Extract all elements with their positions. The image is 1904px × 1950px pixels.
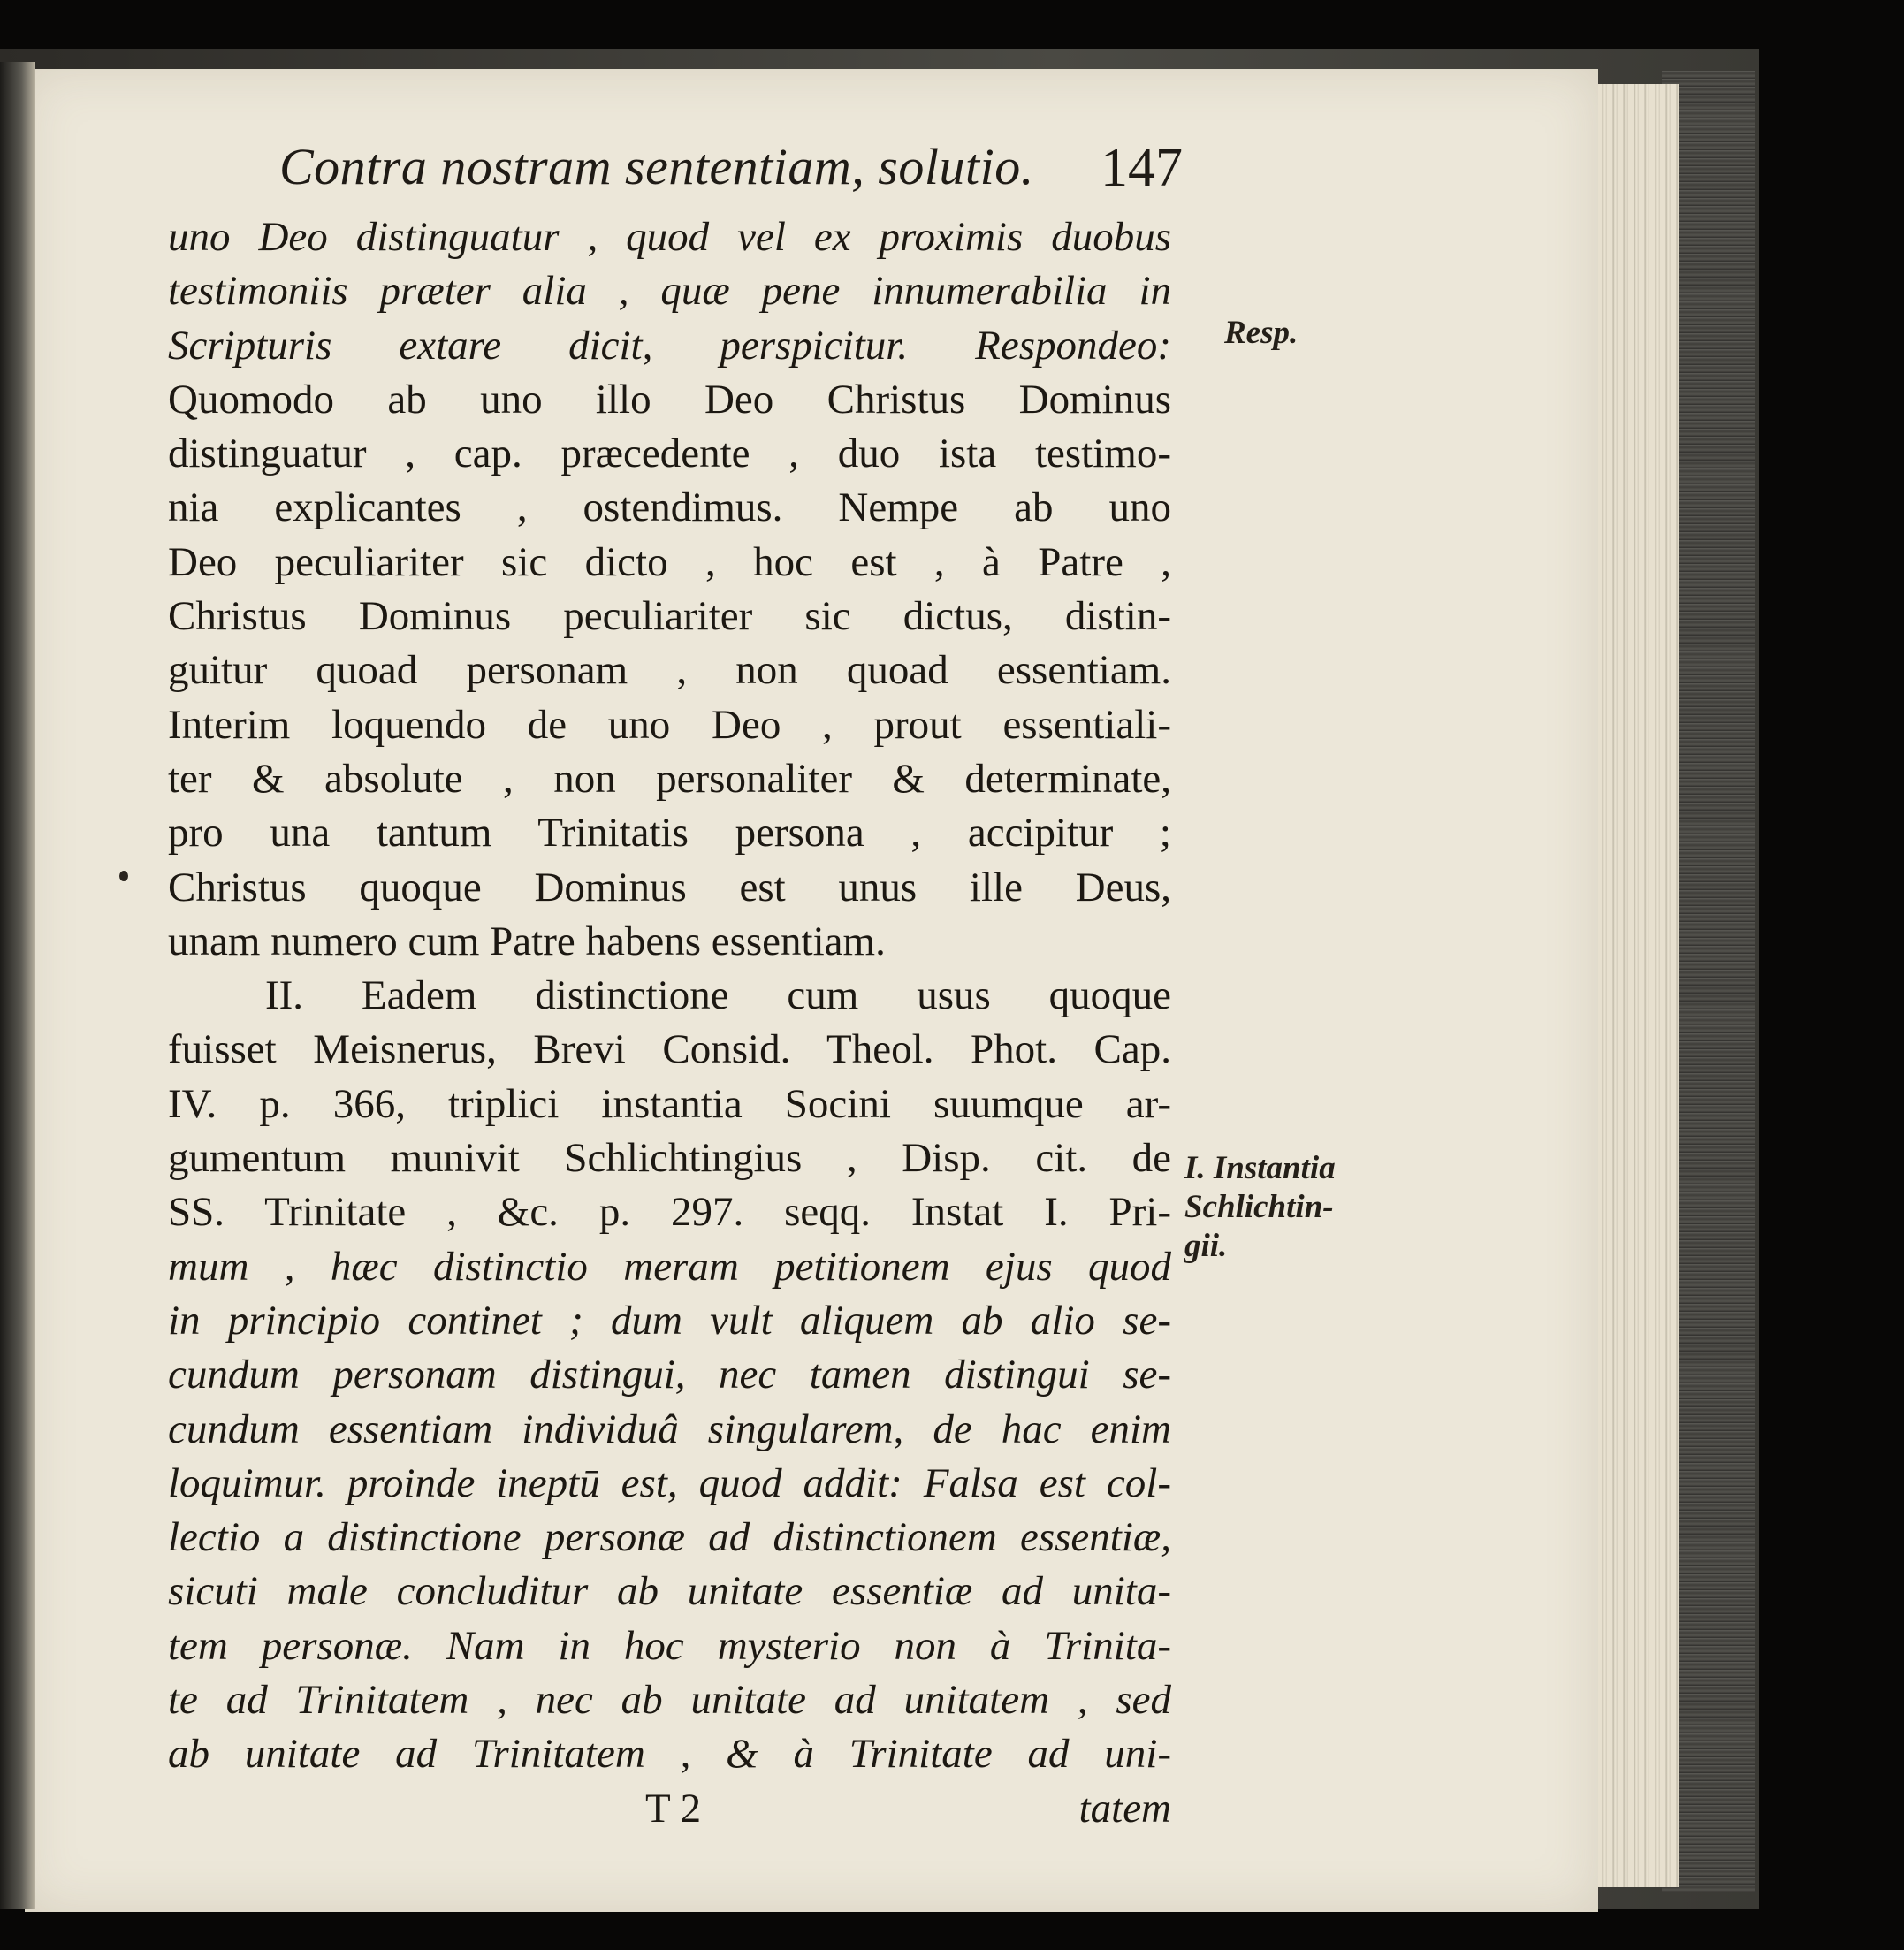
text-line: loquimur. proinde ineptū est, quod addit: Falsa est col- [168,1459,1171,1506]
catchword: tatem [1078,1785,1171,1832]
text-line: in principio continet ; dum vult aliquem ab alio se- [168,1297,1171,1344]
text-line: cundum essentiam individuâ singularem, de hac enim [168,1405,1171,1452]
margin-note-resp: Resp. [1224,315,1299,351]
text-line: ter & absolute , non personaliter & determinate, [168,755,1171,802]
margin-note-line: I. Instantia [1184,1150,1336,1186]
text-line: mum , hæc distinctio meram petitionem ejus quod [168,1243,1171,1290]
text-line: Deo peculiariter sic dicto , hoc est , à Patre , [168,538,1171,585]
text-line: II. Eadem distinctione cum usus quoque [265,972,1171,1019]
margin-note-line: gii. [1184,1228,1228,1264]
text-line: distinguatur , cap. præcedente , duo ista testimo- [168,430,1171,477]
ink-spot [119,871,128,881]
spine-shadow [0,62,35,1909]
text-line: ab unitate ad Trinitatem , & à Trinitate ad uni- [168,1731,1171,1778]
text-line: pro una tantum Trinitatis persona , accipitur ; [168,810,1171,857]
text-line: nia explicantes , ostendimus. Nempe ab uno [168,484,1171,531]
text-line: uno Deo distinguatur , quod vel ex proximis duobus [168,214,1171,260]
margin-note-instantia [1184,1149,1361,1266]
page-number: 147 [1101,138,1183,198]
text-line: tem personæ. Nam in hoc mysterio non à Trinita- [168,1622,1171,1669]
text-line: Interim loquendo de uno Deo , prout essentiali- [168,701,1171,748]
text-line: guitur quoad personam , non quoad essentiam. [168,647,1171,694]
signature-mark: T 2 [645,1785,702,1832]
text-line: Scripturis extare dicit, perspicitur. Respondeo: [168,322,1171,369]
margin-note-line: Schlichtin- [1184,1189,1334,1225]
text-line: IV. p. 366, triplici instantia Socini suumque ar- [168,1080,1171,1127]
text-line: fuisset Meisnerus, Brevi Consid. Theol. Phot. Cap. [168,1026,1171,1073]
text-line: Christus Dominus peculiariter sic dictus, distin- [168,593,1171,640]
text-line: testimoniis præter alia , quæ pene innumerabilia in [168,268,1171,315]
text-line: cundum personam distingui, nec tamen distingui se- [168,1352,1171,1398]
text-line: lectio a distinctione personæ ad distinctionem essentiæ, [168,1514,1171,1561]
page-header [279,137,1190,217]
running-title: Contra nostram sententiam, solutio. [279,138,1034,195]
text-line: sicuti male concluditur ab unitate essentiæ ad unita- [168,1568,1171,1615]
page-footer [168,1782,1171,1836]
text-line: unam numero cum Patre habens essentiam. [168,918,886,964]
text-line: Christus quoque Dominus est unus ille Deus, [168,864,1171,910]
text-line: te ad Trinitatem , nec ab unitate ad unitatem , sed [168,1677,1171,1724]
text-line: gumentum munivit Schlichtingius , Disp. cit. de [168,1135,1171,1182]
text-line: SS. Trinitate , &c. p. 297. seqq. Instat I. Pri- [168,1189,1171,1236]
body-text [168,210,1171,1836]
text-line: Quomodo ab uno illo Deo Christus Dominus [168,376,1171,423]
